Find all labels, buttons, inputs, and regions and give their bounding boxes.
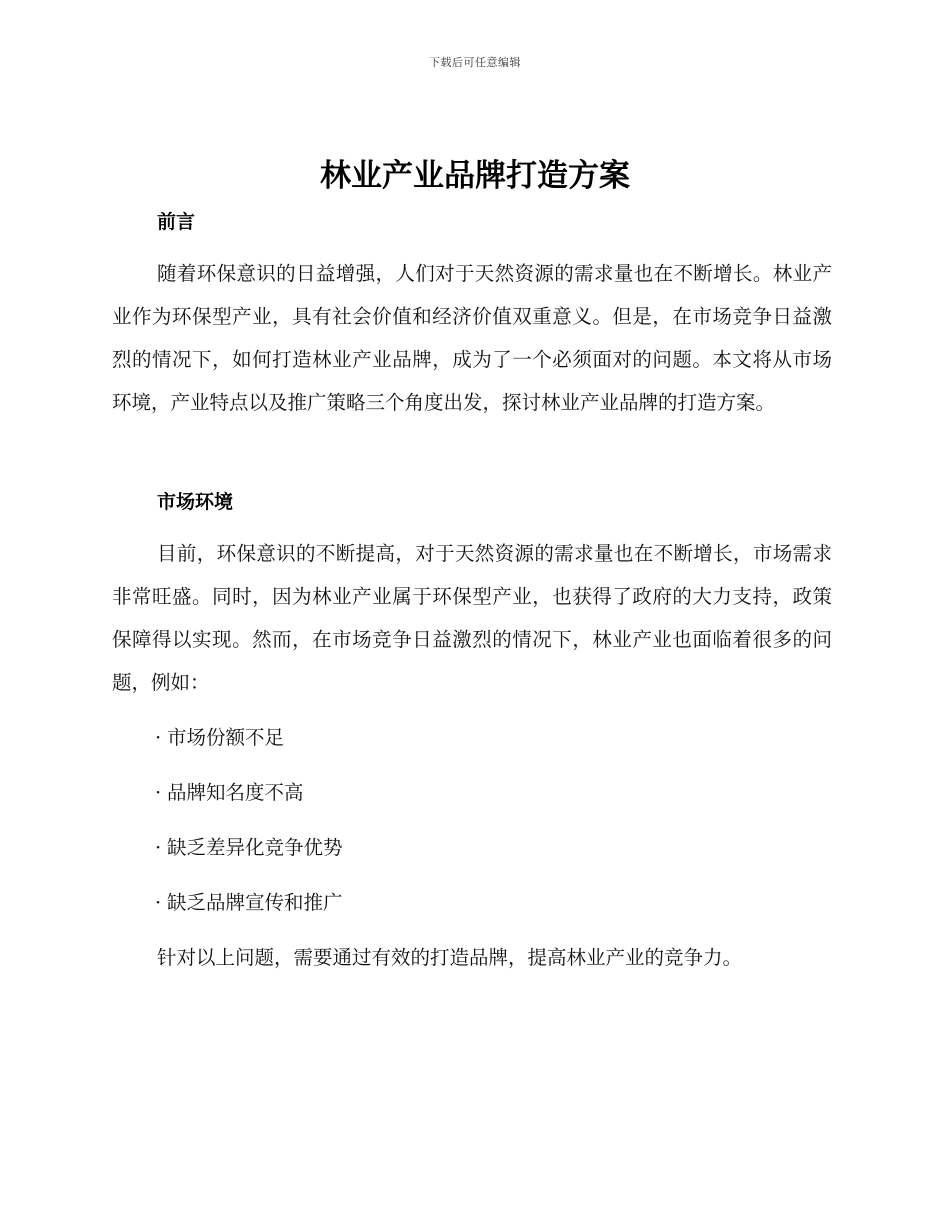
list-item [155,777,304,805]
bullet-marker: · [155,891,162,914]
section-heading-market-environment: 市场环境 [157,491,234,513]
list-item-text: 市场份额不足 [167,726,285,749]
bullet-marker: · [155,781,162,804]
section-heading-preface: 前言 [157,211,196,233]
page-header-note: 下载后可任意编辑 [429,56,521,69]
preface-paragraph: 随着环保意识的日益增强，人们对于天然资源的需求量也在不断增长。林业产业作为环保型产业，具有社会价值和经济价值双重意义。但是，在市场竞争日益激烈的情况下，如何打造林业产业品牌，成为了一个必须面对的问题。本文将从市场环境，产业特点以及推广策略三个角度出发，探讨林业产业品牌的打造方案。 [112,262,832,414]
list-item [155,832,343,860]
list-item-text: 缺乏差异化竞争优势 [167,836,343,859]
list-item [155,887,343,915]
market-environment-paragraph: 目前，环保意识的不断提高，对于天然资源的需求量也在不断增长，市场需求非常旺盛。同时，因为林业产业属于环保型产业，也获得了政府的大力支持，政策保障得以实现。然而，在市场竞争日益激烈的情况下，林业产业也面临着很多的问题，例如： [112,542,832,694]
list-item-text: 品牌知名度不高 [167,781,304,804]
closing-paragraph: 针对以上问题，需要通过有效的打造品牌，提高林业产业的竞争力。 [157,946,743,969]
document-title: 林业产业品牌打造方案 [320,158,630,194]
bullet-marker: · [155,836,162,859]
bullet-marker: · [155,726,162,749]
list-item-text: 缺乏品牌宣传和推广 [167,891,343,914]
list-item [155,722,284,750]
